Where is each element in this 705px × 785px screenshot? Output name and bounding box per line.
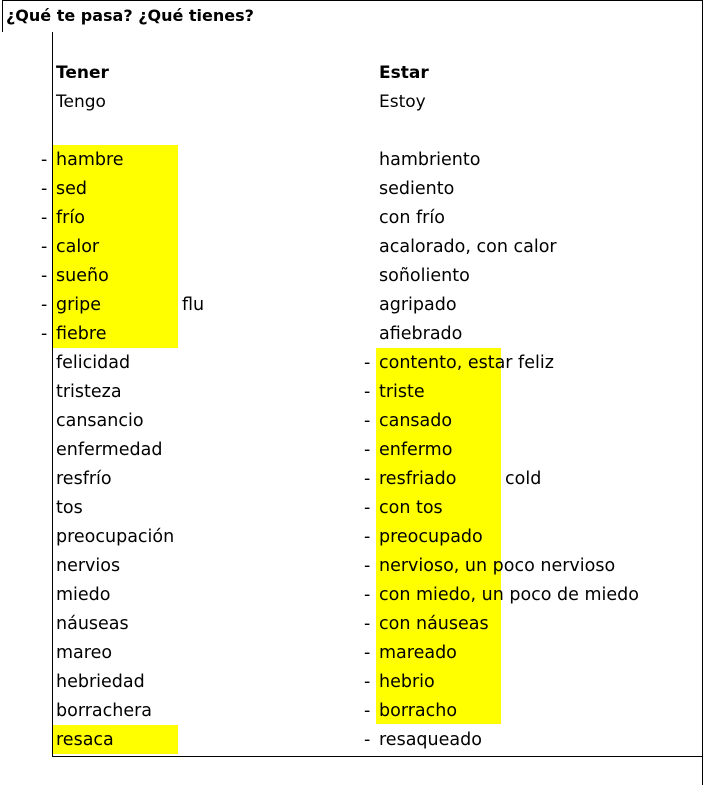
- tener-term: resfrío: [56, 469, 112, 489]
- estar-term: con tos: [379, 498, 443, 518]
- estar-term: con frío: [379, 208, 445, 228]
- tener-bullet-dash: -: [41, 295, 48, 315]
- estar-term: contento, estar feliz: [379, 353, 554, 373]
- tener-term: nervios: [56, 556, 121, 576]
- estar-bullet-dash: -: [364, 411, 371, 431]
- estar-bullet-dash: -: [364, 353, 371, 373]
- vocab-row: [0, 262, 705, 291]
- frame-bottom-border: [52, 756, 703, 757]
- vocab-row: [0, 581, 705, 610]
- tener-term: gripe: [56, 295, 102, 315]
- estar-bullet-dash: -: [364, 643, 371, 663]
- vocab-row: [0, 726, 705, 755]
- vocab-row: [0, 697, 705, 726]
- vocab-row: [0, 233, 705, 262]
- estar-bullet-dash: -: [364, 556, 371, 576]
- tener-subheader: Tengo: [56, 92, 106, 112]
- estar-term: mareado: [379, 643, 457, 663]
- tener-term: borrachera: [56, 701, 153, 721]
- estar-term: hebrio: [379, 672, 435, 692]
- estar-bullet-dash: -: [364, 498, 371, 518]
- tener-term: miedo: [56, 585, 111, 605]
- tener-term: fiebre: [56, 324, 107, 344]
- estar-bullet-dash: -: [364, 527, 371, 547]
- estar-term: con miedo, un poco de miedo: [379, 585, 639, 605]
- tener-bullet-dash: -: [41, 237, 48, 257]
- estar-term: triste: [379, 382, 425, 402]
- estar-bullet-dash: -: [364, 614, 371, 634]
- estar-term: afiebrado: [379, 324, 463, 344]
- estar-term: soñoliento: [379, 266, 470, 286]
- vocab-row: [0, 494, 705, 523]
- estar-term: acalorado, con calor: [379, 237, 557, 257]
- vocab-row: [0, 291, 705, 320]
- vocab-row: [0, 204, 705, 233]
- estar-term: cansado: [379, 411, 453, 431]
- page-title: ¿Qué te pasa? ¿Qué tienes?: [6, 6, 254, 25]
- vocab-row: [0, 407, 705, 436]
- vocab-row: [0, 436, 705, 465]
- tener-term: náuseas: [56, 614, 129, 634]
- estar-bullet-dash: -: [364, 440, 371, 460]
- tener-term: preocupación: [56, 527, 175, 547]
- vocab-row: [0, 668, 705, 697]
- vocab-row: [0, 349, 705, 378]
- estar-term: nervioso, un poco nervioso: [379, 556, 616, 576]
- tener-term: sed: [56, 179, 87, 199]
- estar-english-note: cold: [505, 469, 542, 489]
- tener-bullet-dash: -: [41, 324, 48, 344]
- tener-bullet-dash: -: [41, 179, 48, 199]
- tener-term: hambre: [56, 150, 124, 170]
- frame-top-border: [2, 0, 703, 1]
- vocab-row: [0, 146, 705, 175]
- estar-term: resfriado: [379, 469, 457, 489]
- estar-bullet-dash: -: [364, 730, 371, 750]
- tener-english-note: flu: [182, 295, 205, 315]
- vocab-row: [0, 523, 705, 552]
- tener-bullet-dash: -: [41, 150, 48, 170]
- vocab-row: [0, 639, 705, 668]
- vocab-row: [0, 378, 705, 407]
- tener-term: tos: [56, 498, 83, 518]
- tener-term: calor: [56, 237, 100, 257]
- tener-term: mareo: [56, 643, 113, 663]
- estar-term: con náuseas: [379, 614, 489, 634]
- tener-term: frío: [56, 208, 85, 228]
- estar-term: resaqueado: [379, 730, 482, 750]
- tener-term: hebriedad: [56, 672, 145, 692]
- tener-bullet-dash: -: [41, 266, 48, 286]
- estar-term: enfermo: [379, 440, 453, 460]
- tener-header: Tener: [56, 63, 109, 83]
- tener-bullet-dash: -: [41, 208, 48, 228]
- vocab-row: [0, 552, 705, 581]
- estar-header: Estar: [379, 63, 429, 83]
- tener-term: enfermedad: [56, 440, 163, 460]
- estar-bullet-dash: -: [364, 382, 371, 402]
- estar-bullet-dash: -: [364, 701, 371, 721]
- vocab-row: [0, 320, 705, 349]
- frame-left-border: [2, 0, 3, 32]
- tener-term: felicidad: [56, 353, 131, 373]
- tener-term: cansancio: [56, 411, 144, 431]
- estar-term: preocupado: [379, 527, 483, 547]
- tener-term: sueño: [56, 266, 109, 286]
- estar-term: hambriento: [379, 150, 481, 170]
- estar-term: borracho: [379, 701, 458, 721]
- estar-bullet-dash: -: [364, 585, 371, 605]
- vocab-row: [0, 465, 705, 494]
- vocab-row: [0, 175, 705, 204]
- estar-bullet-dash: -: [364, 672, 371, 692]
- vocab-row: [0, 610, 705, 639]
- estar-bullet-dash: -: [364, 469, 371, 489]
- tener-term: resaca: [56, 730, 114, 750]
- estar-term: sediento: [379, 179, 455, 199]
- estar-term: agripado: [379, 295, 457, 315]
- tener-term: tristeza: [56, 382, 122, 402]
- estar-subheader: Estoy: [379, 92, 426, 112]
